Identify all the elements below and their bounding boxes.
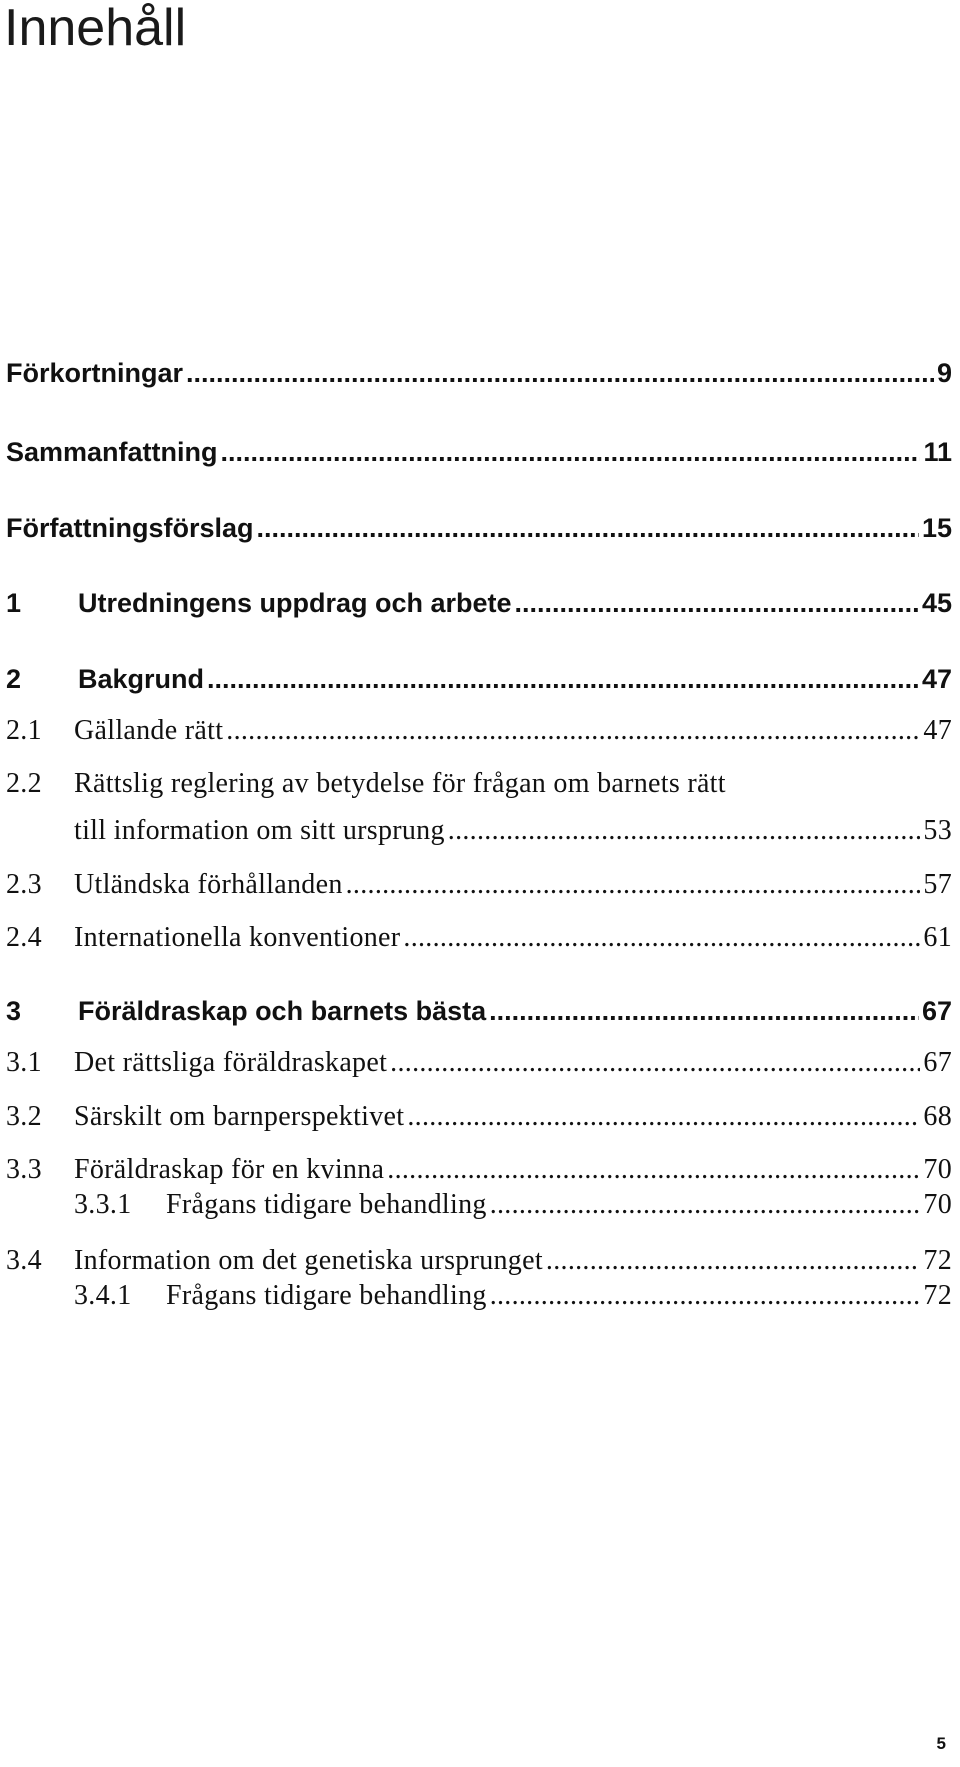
toc-entry-section-3-1[interactable] (0, 1047, 960, 1079)
dot-leader (257, 513, 919, 544)
dot-leader (407, 1101, 920, 1133)
toc-entry-number: 3.3.1 (74, 1189, 132, 1220)
toc-entry-section-2-4[interactable] (0, 922, 960, 954)
dot-leader (515, 588, 919, 619)
toc-entry-subsection-3-3-1[interactable] (0, 1189, 960, 1221)
toc-entry-page: 45 (921, 588, 952, 618)
toc-entry-label: Förkortningar (6, 358, 184, 388)
toc-entry-number: 1 (6, 588, 22, 618)
toc-entry-page: 70 (923, 1189, 952, 1220)
toc-entry-number: 3.4.1 (74, 1280, 132, 1311)
toc-entry-chapter-1[interactable] (0, 588, 960, 619)
toc-entry-section-2-2[interactable] (0, 768, 960, 800)
toc-entry-number: 2.1 (6, 715, 42, 746)
toc-entry-forkortningar[interactable] (0, 358, 960, 389)
toc-entry-number: 2.2 (6, 768, 42, 799)
toc-entry-section-2-2-continued[interactable] (0, 815, 960, 847)
dot-leader (448, 815, 921, 847)
toc-entry-page: 47 (921, 664, 952, 694)
dot-leader (346, 869, 921, 901)
toc-entry-page: 67 (921, 996, 952, 1026)
toc-entry-label: till information om sitt ursprung (74, 815, 445, 846)
toc-entry-page: 47 (923, 715, 952, 746)
toc-entry-page: 11 (923, 437, 952, 467)
toc-entry-label: Föräldraskap och barnets bästa (78, 996, 487, 1026)
toc-entry-number: 3.4 (6, 1245, 42, 1276)
toc-entry-sammanfattning[interactable] (0, 437, 960, 468)
toc-entry-number: 3.3 (6, 1154, 42, 1185)
dot-leader (387, 1154, 920, 1186)
toc-entry-page: 72 (923, 1245, 952, 1276)
dot-leader (207, 664, 919, 695)
dot-leader (489, 996, 919, 1027)
toc-entry-page: 61 (923, 922, 952, 953)
toc-entry-label: Bakgrund (78, 664, 205, 694)
toc-entry-label: Sammanfattning (6, 437, 218, 467)
dot-leader (226, 715, 920, 747)
toc-entry-chapter-3[interactable] (0, 996, 960, 1027)
toc-entry-number: 2 (6, 664, 22, 694)
dot-leader (390, 1047, 920, 1079)
toc-entry-label: Särskilt om barnperspektivet (74, 1101, 405, 1132)
page-title: Innehåll (4, 0, 187, 57)
toc-entry-page: 68 (923, 1101, 952, 1132)
toc-entry-page: 67 (923, 1047, 952, 1078)
toc-entry-label: Information om det genetiska ursprunget (74, 1245, 543, 1276)
dot-leader (221, 437, 921, 468)
toc-entry-label: Det rättsliga föräldraskapet (74, 1047, 388, 1078)
toc-entry-page: 57 (923, 869, 952, 900)
toc-entry-number: 2.3 (6, 869, 42, 900)
toc-entry-section-3-3[interactable] (0, 1154, 960, 1186)
toc-entry-section-2-1[interactable] (0, 715, 960, 747)
toc-entry-section-3-4[interactable] (0, 1245, 960, 1277)
toc-entry-label: Frågans tidigare behandling (166, 1280, 487, 1311)
dot-leader (403, 922, 920, 954)
toc-entry-number: 2.4 (6, 922, 42, 953)
dot-leader (546, 1245, 920, 1277)
toc-entry-page: 53 (923, 815, 952, 846)
toc-entry-section-3-2[interactable] (0, 1101, 960, 1133)
toc-entry-label: Utredningens uppdrag och arbete (78, 588, 512, 618)
toc-entry-label: Gällande rätt (74, 715, 224, 746)
toc-entry-chapter-2[interactable] (0, 664, 960, 695)
dot-leader (186, 358, 934, 389)
toc-entry-number: 3.1 (6, 1047, 42, 1078)
toc-entry-subsection-3-4-1[interactable] (0, 1280, 960, 1312)
dot-leader (490, 1189, 921, 1221)
toc-entry-label: Internationella konventioner (74, 922, 401, 953)
toc-entry-page: 9 (936, 358, 952, 388)
toc-entry-page: 72 (923, 1280, 952, 1311)
toc-entry-label: Författningsförslag (6, 513, 254, 543)
toc-entry-label: Utländska förhållanden (74, 869, 343, 900)
footer-page-number: 5 (936, 1734, 946, 1753)
toc-entry-forfattningsforslag[interactable] (0, 513, 960, 544)
toc-entry-page: 70 (923, 1154, 952, 1185)
toc-entry-label: Rättslig reglering av betydelse för frågan om barnets rätt (74, 768, 726, 799)
toc-entry-label: Frågans tidigare behandling (166, 1189, 487, 1220)
toc-entry-number: 3.2 (6, 1101, 42, 1132)
dot-leader (490, 1280, 921, 1312)
toc-entry-label: Föräldraskap för en kvinna (74, 1154, 385, 1185)
toc-entry-page: 15 (921, 513, 952, 543)
toc-entry-number: 3 (6, 996, 22, 1026)
toc-entry-section-2-3[interactable] (0, 869, 960, 901)
